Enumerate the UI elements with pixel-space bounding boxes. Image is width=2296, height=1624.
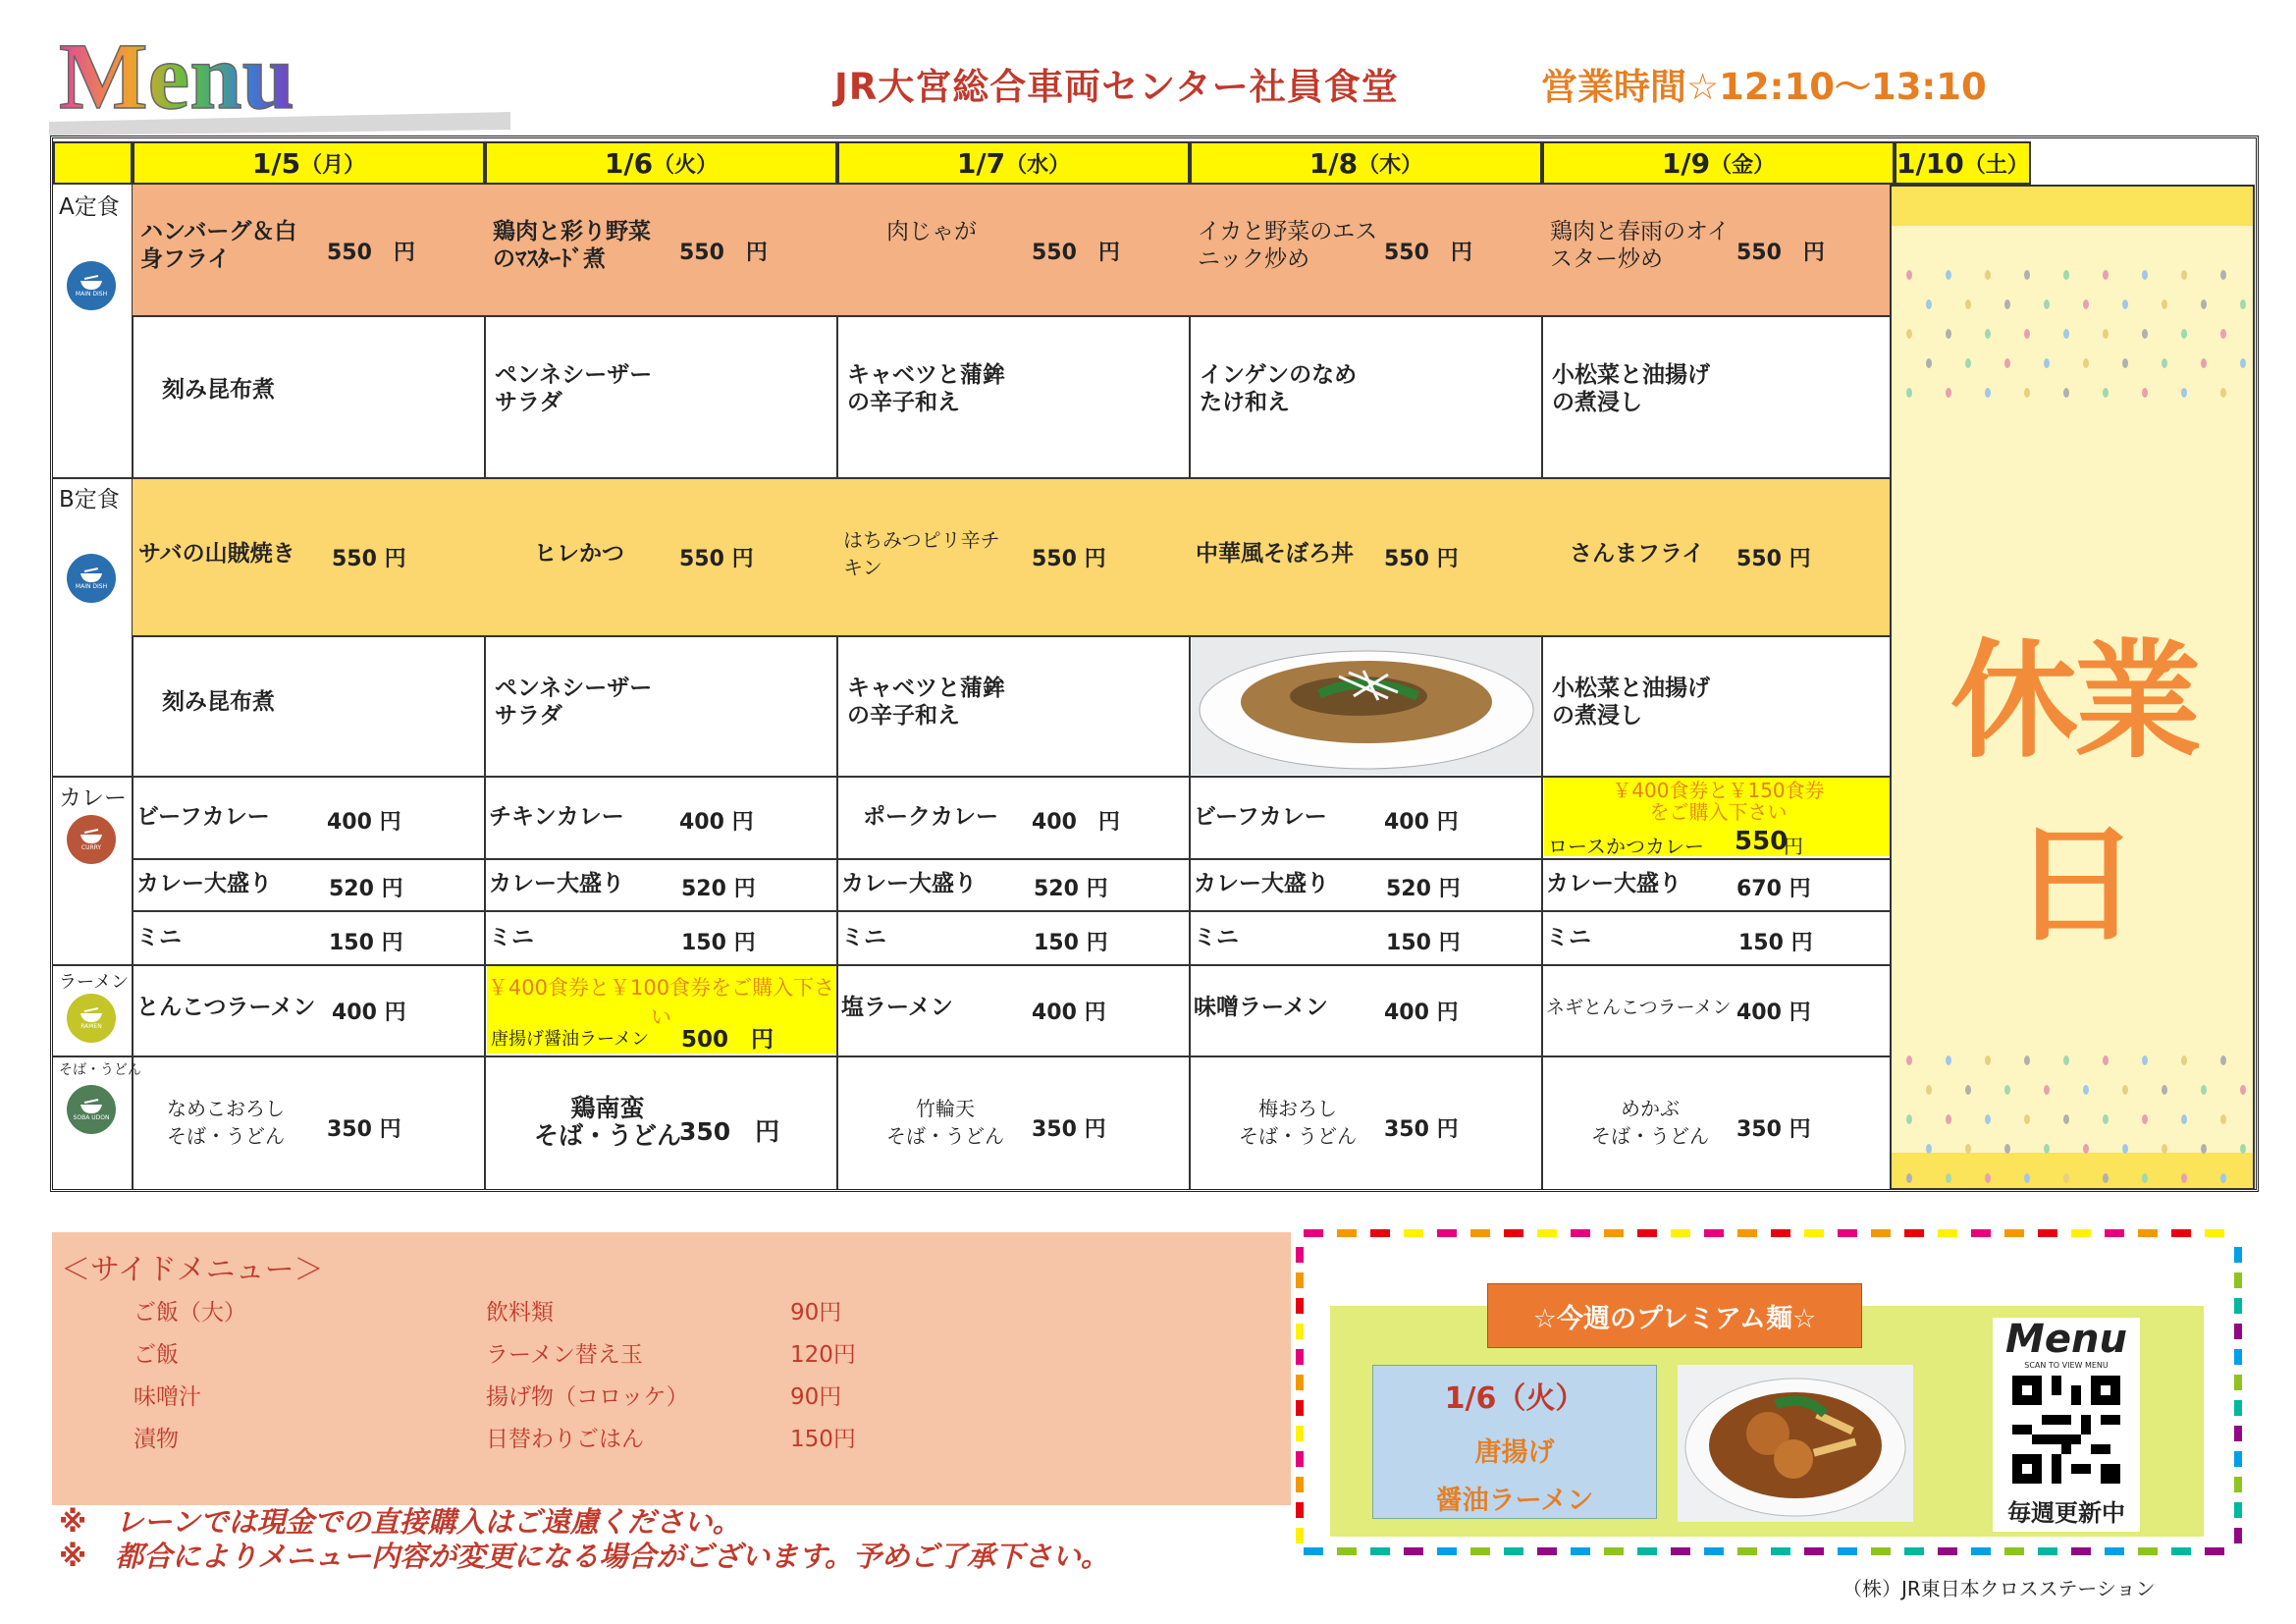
menu-logo-text: Menu	[59, 27, 294, 129]
holiday-column	[1890, 185, 2255, 1190]
day-of-week: （月）	[300, 152, 366, 178]
qr-subtitle: SCAN TO VIEW MENU	[2024, 1361, 2109, 1370]
curry-large-price: 520 円	[681, 877, 756, 901]
day-header-6	[1895, 141, 2031, 185]
curry-large-name: カレー大盛り	[489, 871, 624, 896]
bowl-icon: MAIN DISH	[67, 261, 116, 310]
a-main-dish: ハンバーグ＆白 身フライ	[140, 219, 297, 272]
qr-title: Menu	[2005, 1317, 2127, 1362]
soba-price: 350 円	[1736, 1117, 1811, 1142]
b-main-dish: 中華風そぼろ丼	[1196, 541, 1354, 567]
side-menu-col1-item: ご飯	[133, 1342, 179, 1368]
ramen-special-name: 唐揚げ醤油ラーメン	[491, 1029, 650, 1050]
curry-mini-name: ミニ	[1546, 925, 1591, 950]
curry-price: 400 円	[327, 810, 401, 835]
curry-name: ビーフカレー	[136, 804, 270, 830]
a-main-price: 550 円	[679, 241, 768, 265]
curry-special-box	[1544, 778, 1893, 856]
day-of-week: （木）	[1358, 152, 1423, 178]
soba-price: 350 円	[327, 1117, 401, 1142]
curry-special-unit: 円	[1784, 835, 1803, 858]
category-curry-label: カレー	[59, 785, 127, 811]
side-menu-col2-item: ラーメン替え玉	[486, 1342, 643, 1368]
soba-name: なめこおろし そば・うどん	[167, 1097, 285, 1148]
day-date: 1/9	[1661, 146, 1711, 180]
ramen-price: 400 円	[1736, 1001, 1811, 1025]
a-main-dish: 鶏肉と春雨のオイ スター炒め	[1550, 219, 1730, 272]
qr-caption: 毎週更新中	[2007, 1499, 2125, 1527]
curry-mini-name: ミニ	[489, 925, 534, 950]
b-main-price: 550 円	[1384, 547, 1459, 571]
side-menu-col3-item: 150円	[790, 1427, 856, 1452]
ramen-price: 400 円	[1384, 1001, 1459, 1025]
curry-special-price: 550	[1735, 827, 1789, 856]
soba-price: 350 円	[679, 1117, 780, 1146]
curry-icon: CURRY	[67, 815, 116, 864]
a-side-dish: 小松菜と油揚げ の煮浸し	[1552, 362, 1710, 415]
row-divider	[53, 776, 133, 778]
premium-info	[1372, 1365, 1657, 1519]
cafeteria-name: JR大宮総合車両センター社員食堂	[834, 66, 1399, 108]
side-menu-col2-item: 日替わりごはん	[486, 1427, 644, 1452]
a-main-dish: 鶏肉と彩り野菜 のﾏｽﾀｰﾄﾞ煮	[493, 219, 651, 272]
a-side-dish: ペンネシーザー サラダ	[495, 362, 653, 415]
b-side-dish: 小松菜と油揚げ の煮浸し	[1552, 676, 1710, 729]
curry-special-name: ロースかつカレー	[1548, 835, 1704, 858]
ramen-special-price: 500 円	[681, 1027, 774, 1053]
bowl-icon: MAIN DISH	[67, 554, 116, 603]
side-menu-col1-item: ご飯（大）	[133, 1300, 246, 1326]
premium-line1: 唐揚げ	[1474, 1437, 1555, 1468]
curry-large-price: 520 円	[329, 877, 403, 901]
curry-large-name: カレー大盛り	[1546, 871, 1682, 896]
day-of-week: （土）	[1963, 152, 2029, 178]
day-header-1	[133, 141, 485, 185]
side-menu-col1-item: 味噌汁	[133, 1384, 201, 1410]
ramen-ticket-note: ￥400食券と￥100食券をご購入下さい	[487, 976, 835, 1029]
curry-large-price: 520 円	[1034, 877, 1108, 901]
a-main-price: 550 円	[1032, 241, 1120, 265]
curry-mini-cell	[1542, 910, 1895, 964]
category-soba-label: そば・うどん	[59, 1062, 141, 1078]
row-divider	[53, 964, 133, 966]
b-main-price: 550 円	[332, 547, 406, 571]
curry-large-name: カレー大盛り	[136, 871, 272, 896]
ramen-name: 塩ラーメン	[841, 995, 953, 1020]
row-divider	[53, 477, 133, 479]
curry-mini-cell	[133, 910, 485, 964]
curry-mini-price: 150 円	[1034, 931, 1108, 955]
a-side-dish: 刻み昆布煮	[162, 377, 275, 403]
curry-price: 400 円	[1384, 810, 1459, 835]
side-menu-col3-item: 90円	[790, 1384, 842, 1410]
a-main-cell	[837, 185, 1190, 315]
soba-name: 鶏南蛮 そば・うどん	[534, 1094, 682, 1150]
soba-price: 350 円	[1032, 1117, 1106, 1142]
soboro-don-photo	[1192, 637, 1540, 775]
header-blank	[53, 141, 133, 185]
curry-price: 400 円	[1032, 810, 1120, 835]
day-date: 1/6	[604, 146, 654, 180]
day-header-5	[1542, 141, 1895, 185]
premium-date: 1/6（火）	[1444, 1381, 1585, 1416]
curry-mini-price: 150 円	[681, 931, 756, 955]
company-name: （株）JR東日本クロスステーション	[1842, 1577, 2156, 1600]
b-main-dish: ヒレかつ	[534, 541, 624, 567]
ramen-photo	[1678, 1365, 1913, 1522]
a-main-price: 550 円	[327, 241, 415, 265]
a-main-price: 550 円	[1384, 241, 1472, 265]
curry-mini-name: ミニ	[841, 925, 886, 950]
soba-name: めかぶ そば・うどん	[1591, 1097, 1709, 1148]
ramen-price: 400 円	[1032, 1001, 1106, 1025]
b-main-price: 550 円	[1032, 547, 1106, 571]
note-cash: ※ レーンでは現金での直接購入はご遠慮ください。	[59, 1505, 741, 1539]
side-menu-col2-item: 揚げ物（コロッケ）	[486, 1384, 689, 1410]
b-main-dish: サバの山賊焼き	[138, 541, 295, 567]
b-main-dish: はちみつピリ辛チ キン	[843, 528, 1000, 579]
curry-mini-cell	[837, 910, 1190, 964]
category-ramen-label: ラーメン	[59, 972, 130, 993]
curry-mini-name: ミニ	[1194, 925, 1239, 950]
day-date: 1/8	[1308, 146, 1359, 180]
note-changes: ※ 都合によりメニュー内容が変更になる場合がございます。予めご了承下さい。	[59, 1540, 1109, 1573]
a-main-price: 550 円	[1736, 241, 1825, 265]
soba-icon: SOBA UDON	[67, 1085, 116, 1134]
row-divider	[53, 1056, 133, 1057]
soba-price: 350 円	[1384, 1117, 1459, 1142]
premium-line2: 醤油ラーメン	[1435, 1486, 1594, 1516]
ramen-icon: RAMEN	[67, 994, 116, 1043]
side-menu-col1-item: 漬物	[133, 1427, 179, 1452]
curry-mini-price: 150 円	[1738, 931, 1813, 955]
ramen-name: 味噌ラーメン	[1194, 995, 1328, 1020]
b-side-dish: キャベツと蒲鉾 の辛子和え	[847, 676, 1005, 729]
curry-mini-name: ミニ	[136, 925, 182, 950]
qr-code-icon[interactable]	[2012, 1376, 2120, 1484]
category-b-label: B定食	[59, 487, 120, 513]
day-of-week: （火）	[653, 152, 719, 178]
a-side-dish: インゲンのなめ たけ和え	[1200, 362, 1358, 415]
premium-title: ☆今週のプレミアム麺☆	[1487, 1283, 1862, 1348]
day-date: 1/10	[1896, 146, 1964, 180]
curry-mini-cell	[1190, 910, 1542, 964]
curry-large-price: 520 円	[1386, 877, 1461, 901]
curry-name: ポークカレー	[863, 804, 998, 830]
b-main-dish: さんまフライ	[1570, 541, 1705, 567]
menu-logo	[49, 27, 510, 135]
day-date: 1/7	[956, 146, 1006, 180]
soba-name: 梅おろし そば・うどん	[1239, 1097, 1357, 1148]
holiday-label: 休業日	[1949, 626, 2198, 959]
curry-mini-price: 150 円	[329, 931, 403, 955]
business-hours: 営業時間☆12:10〜13:10	[1541, 66, 1987, 108]
b-main-price: 550 円	[679, 547, 754, 571]
side-menu-title: ＜サイドメニュー＞	[61, 1253, 324, 1287]
curry-name: チキンカレー	[489, 804, 624, 830]
day-of-week: （金）	[1710, 152, 1776, 178]
soba-name: 竹輪天 そば・うどん	[886, 1097, 1004, 1148]
ramen-special-box	[487, 966, 835, 1054]
ramen-name: とんこつラーメン	[136, 995, 316, 1020]
category-a-label: A定食	[59, 194, 120, 220]
side-menu-col2-item: 飲料類	[486, 1300, 554, 1326]
b-side-dish: ペンネシーザー サラダ	[495, 676, 653, 729]
a-side-dish: キャベツと蒲鉾 の辛子和え	[847, 362, 1005, 415]
curry-large-name: カレー大盛り	[841, 871, 977, 896]
a-main-dish: 肉じゃが	[886, 219, 977, 244]
curry-large-name: カレー大盛り	[1194, 871, 1329, 896]
a-main-dish: イカと野菜のエス ニック炒め	[1198, 219, 1378, 272]
b-main-price: 550 円	[1736, 547, 1811, 571]
curry-mini-cell	[485, 910, 837, 964]
day-header-3	[837, 141, 1190, 185]
curry-ticket-note: ￥400食券と￥150食券 をご購入下さい	[1612, 779, 1825, 824]
day-date: 1/5	[251, 146, 301, 180]
curry-price: 400 円	[679, 810, 754, 835]
day-header-4	[1190, 141, 1542, 185]
day-header-2	[485, 141, 837, 185]
curry-large-price: 670 円	[1736, 877, 1811, 901]
qr-card	[1993, 1318, 2140, 1532]
b-side-dish: 刻み昆布煮	[162, 689, 275, 715]
ramen-price: 400 円	[332, 1001, 406, 1025]
curry-mini-price: 150 円	[1386, 931, 1461, 955]
ramen-name: ネギとんこつラーメン	[1546, 997, 1732, 1018]
side-menu-col3-item: 90円	[790, 1300, 842, 1326]
side-menu-col3-item: 120円	[790, 1342, 856, 1368]
day-of-week: （水）	[1005, 152, 1071, 178]
curry-name: ビーフカレー	[1194, 804, 1327, 830]
